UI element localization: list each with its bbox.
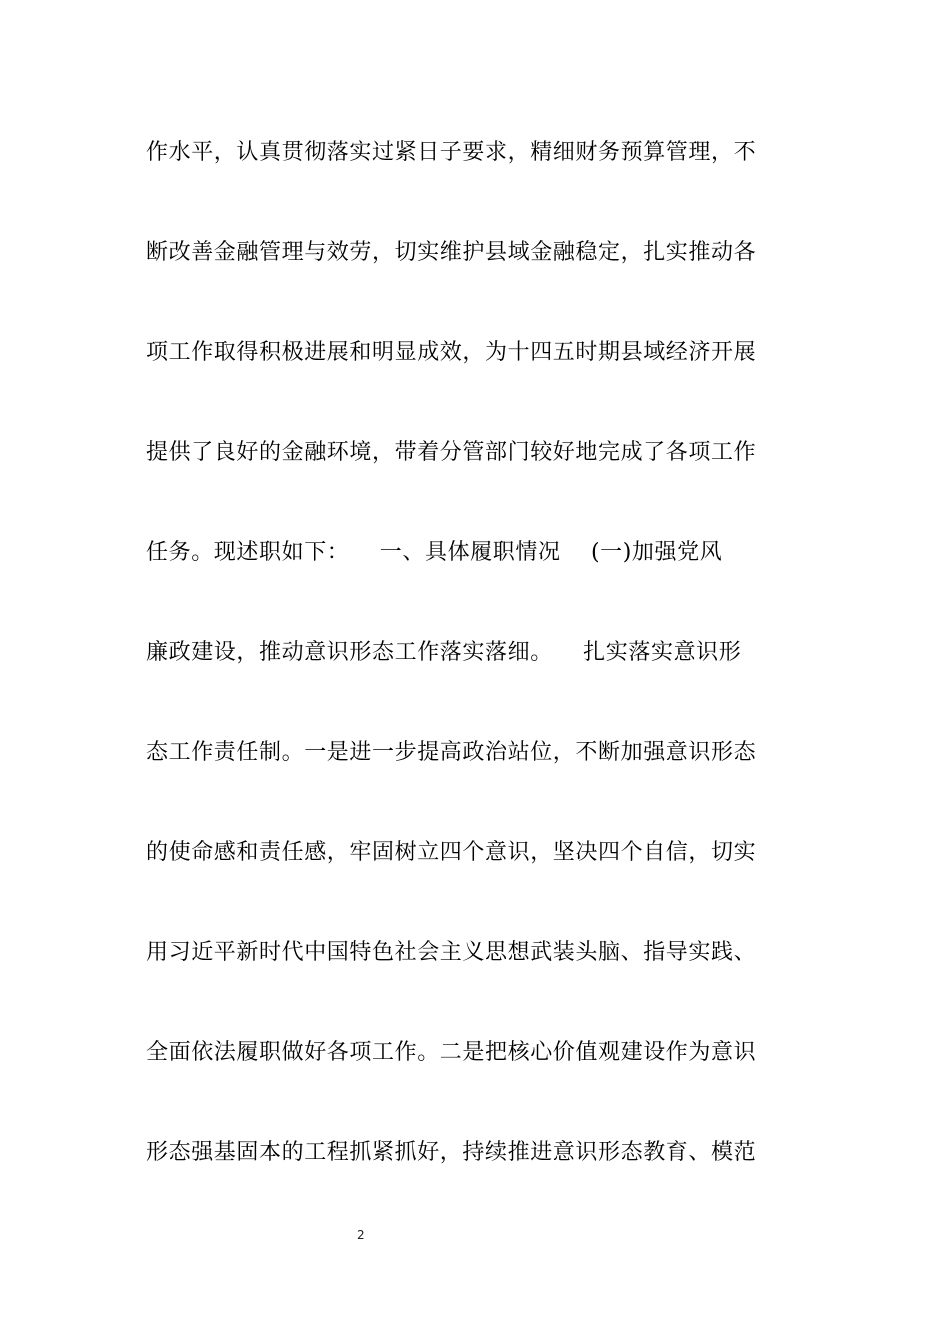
page-number: 2	[357, 1228, 365, 1242]
text-line: 形态强基固本的工程抓紧抓好，持续推进意识形态教育、模范	[146, 1140, 757, 1165]
text-line: 断改善金融管理与效劳，切实维护县域金融稳定，扎实推动各	[146, 240, 757, 265]
text-line: 用习近平新时代中国特色社会主义思想武装头脑、指导实践、	[146, 940, 757, 965]
text-line: 态工作责任制。一是进一步提高政治站位，不断加强意识形态	[146, 740, 757, 765]
text-line: 提供了良好的金融环境，带着分管部门较好地完成了各项工作	[146, 440, 757, 465]
text-line: 项工作取得积极进展和明显成效，为十四五时期县域经济开展	[146, 340, 757, 365]
text-line: 全面依法履职做好各项工作。二是把核心价值观建设作为意识	[146, 1040, 757, 1065]
text-line: 作水平，认真贯彻落实过紧日子要求，精细财务预算管理，不	[146, 140, 757, 165]
text-line: 的使命感和责任感，牢固树立四个意识，坚决四个自信，切实	[146, 840, 757, 865]
body-text	[146, 128, 806, 1228]
text-line: 任务。现述职如下： 一、具体履职情况 (一)加强党风	[146, 540, 723, 565]
text-line: 廉政建设，推动意识形态工作落实落细。 扎实落实意识形	[146, 640, 742, 665]
